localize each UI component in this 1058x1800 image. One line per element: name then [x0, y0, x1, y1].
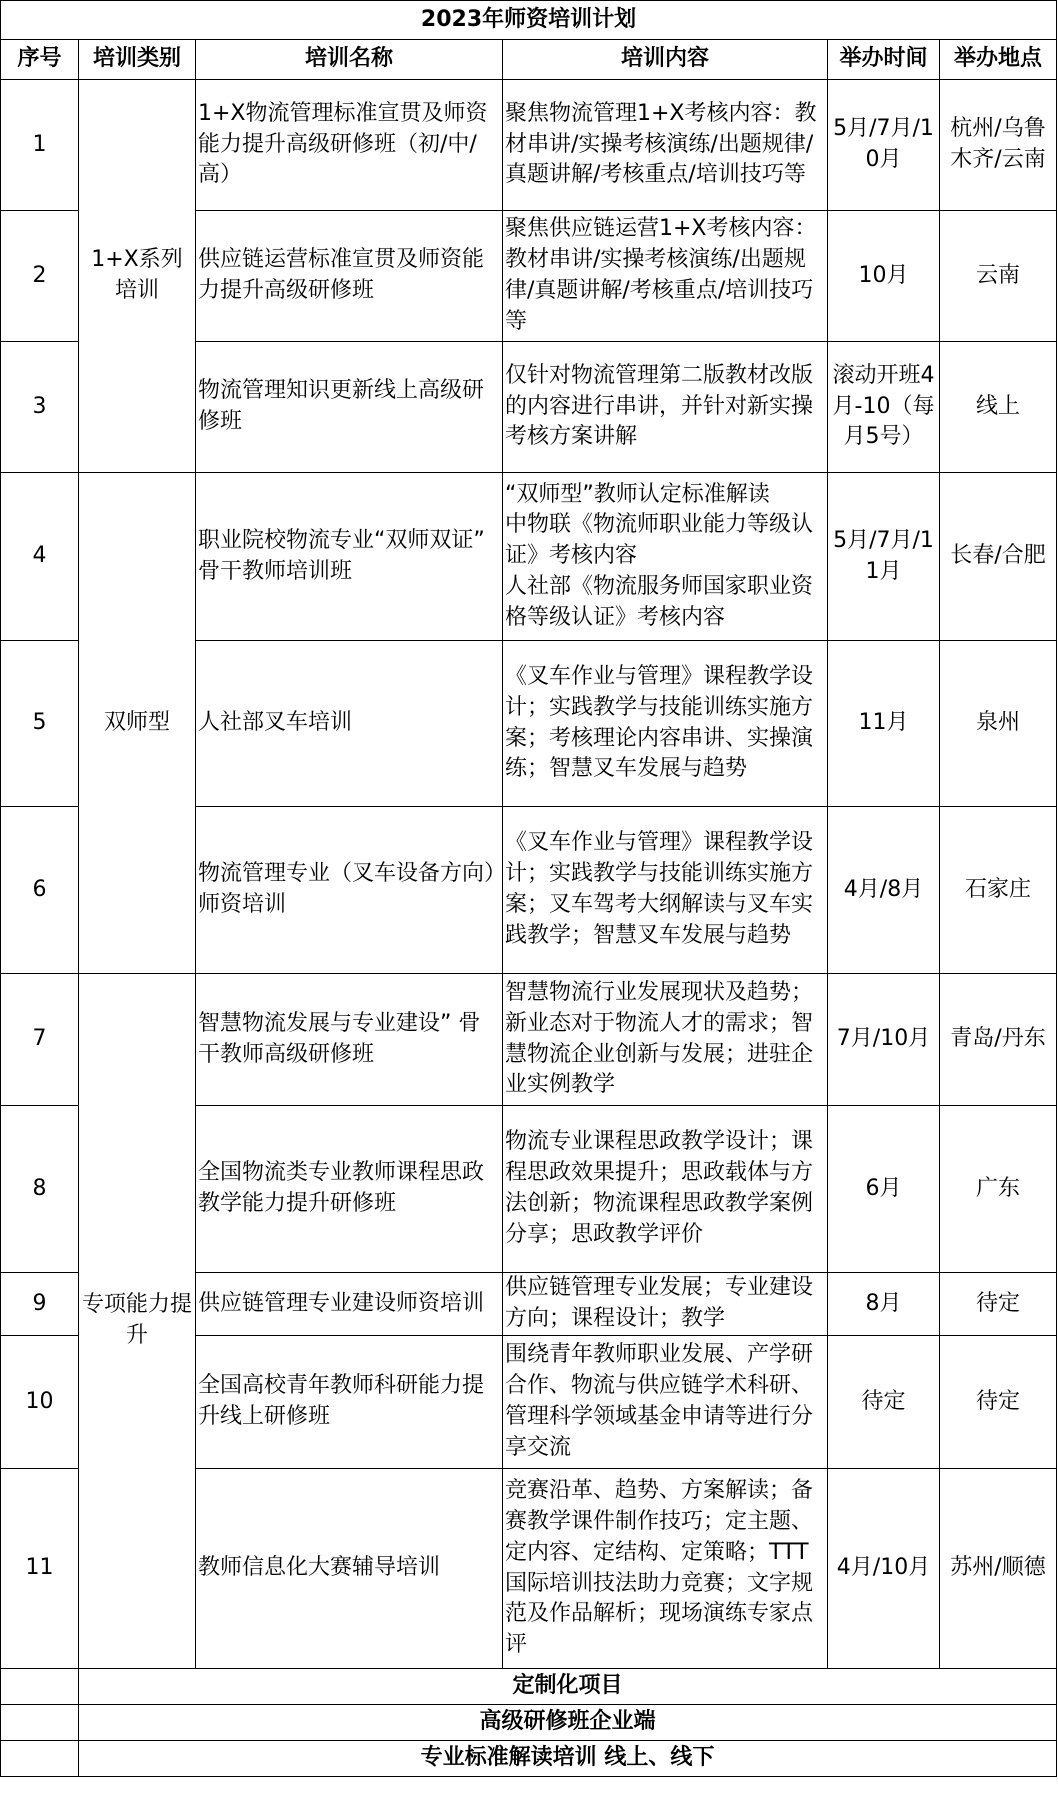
training-time: 11月	[828, 641, 940, 807]
training-place: 线上	[940, 342, 1057, 473]
training-time: 4月/8月	[828, 807, 940, 974]
training-content: 物流专业课程思政教学设计；课程思政效果提升；思政载体与方法创新；物流课程思政教学案例分享；思政教学评价	[503, 1106, 828, 1273]
training-time: 7月/10月	[828, 974, 940, 1106]
training-time: 4月/10月	[828, 1469, 940, 1669]
header-category: 培训类别	[79, 40, 196, 80]
footer-row	[1, 1669, 1057, 1705]
training-name: 供应链运营标准宣贯及师资能力提升高级研修班	[196, 211, 503, 342]
row-no: 3	[1, 342, 79, 473]
header-name: 培训名称	[196, 40, 503, 80]
content-line: 人社部《物流服务师国家职业资格等级认证》考核内容	[505, 573, 814, 630]
training-time: 待定	[828, 1336, 940, 1469]
training-content: 《叉车作业与管理》课程教学设计；实践教学与技能训练实施方案；叉车驾考大纲解读与叉车实践教学；智慧叉车发展与趋势	[503, 807, 828, 974]
training-name: 全国高校青年教师科研能力提升线上研修班	[196, 1336, 503, 1469]
training-place: 广东	[940, 1106, 1057, 1273]
training-time: 滚动开班4月-10（每月5号）	[828, 342, 940, 473]
training-name: 职业院校物流专业“双师双证” 骨干教师培训班	[196, 473, 503, 641]
training-content: 聚焦供应链运营1+X考核内容：教材串讲/实操考核演练/出题规律/真题讲解/考核重点/培训技巧等	[503, 211, 828, 342]
training-place: 待定	[940, 1273, 1057, 1336]
content-line: 中物联《物流师职业能力等级认证》考核内容	[505, 512, 814, 569]
training-place: 长春/合肥	[940, 473, 1057, 641]
footer-blank	[1, 1741, 79, 1777]
header-content: 培训内容	[503, 40, 828, 80]
footer-blank	[1, 1705, 79, 1741]
training-time: 10月	[828, 211, 940, 342]
row-no: 4	[1, 473, 79, 641]
training-name: 全国物流类专业教师课程思政教学能力提升研修班	[196, 1106, 503, 1273]
training-name: 人社部叉车培训	[196, 641, 503, 807]
training-content: 竞赛沿革、趋势、方案解读；备赛教学课件制作技巧；定主题、定内容、定结构、定策略；TTT国际培训技法助力竞赛；文字规范及作品解析；现场演练专家点评	[503, 1469, 828, 1669]
training-name: 物流管理专业（叉车设备方向）师资培训	[196, 807, 503, 974]
training-place: 青岛/丹东	[940, 974, 1057, 1106]
row-no: 9	[1, 1273, 79, 1336]
footer-row	[1, 1705, 1057, 1741]
footer-enterprise-program: 高级研修班企业端	[79, 1705, 1057, 1741]
footer-custom-project: 定制化项目	[79, 1669, 1057, 1705]
header-place: 举办地点	[940, 40, 1057, 80]
footer-standard-training: 专业标准解读培训 线上、线下	[79, 1741, 1057, 1777]
content-line: “双师型”教师认定标准解读	[505, 481, 770, 507]
training-name: 物流管理知识更新线上高级研修班	[196, 342, 503, 473]
training-content: 围绕青年教师职业发展、产学研合作、物流与供应链学术科研、管理科学领域基金申请等进行分享交流	[503, 1336, 828, 1469]
table-row	[1, 473, 1057, 641]
category-cell: 1+X系列培训	[79, 80, 196, 473]
training-time: 5月/7月/10月	[828, 80, 940, 211]
training-time: 6月	[828, 1106, 940, 1273]
row-no: 8	[1, 1106, 79, 1273]
training-place: 泉州	[940, 641, 1057, 807]
training-time: 8月	[828, 1273, 940, 1336]
row-no: 1	[1, 80, 79, 211]
training-content: 智慧物流行业发展现状及趋势；新业态对于物流人才的需求；智慧物流企业创新与发展；进驻企业实例教学	[503, 974, 828, 1106]
header-no: 序号	[1, 40, 79, 80]
row-no: 10	[1, 1336, 79, 1469]
training-name: 教师信息化大赛辅导培训	[196, 1469, 503, 1669]
row-no: 6	[1, 807, 79, 974]
training-content: 供应链管理专业发展；专业建设方向；课程设计；教学	[503, 1273, 828, 1336]
footer-row	[1, 1741, 1057, 1777]
table-row	[1, 974, 1057, 1106]
row-no: 7	[1, 974, 79, 1106]
category-cell: 双师型	[79, 473, 196, 974]
training-place: 待定	[940, 1336, 1057, 1469]
table-title: 2023年师资培训计划	[1, 1, 1057, 40]
header-time: 举办时间	[828, 40, 940, 80]
training-content: 聚焦物流管理1+X考核内容：教材串讲/实操考核演练/出题规律/真题讲解/考核重点/培训技巧等	[503, 80, 828, 211]
training-content	[503, 473, 828, 641]
training-place: 云南	[940, 211, 1057, 342]
row-no: 5	[1, 641, 79, 807]
table-row	[1, 80, 1057, 211]
category-cell: 专项能力提升	[79, 974, 196, 1669]
row-no: 11	[1, 1469, 79, 1669]
training-name: 供应链管理专业建设师资培训	[196, 1273, 503, 1336]
footer-blank	[1, 1669, 79, 1705]
training-name: 1+X物流管理标准宣贯及师资能力提升高级研修班（初/中/高）	[196, 80, 503, 211]
training-place: 石家庄	[940, 807, 1057, 974]
training-content: 仅针对物流管理第二版教材改版的内容进行串讲，并针对新实操考核方案讲解	[503, 342, 828, 473]
training-time: 5月/7月/11月	[828, 473, 940, 641]
training-place: 杭州/乌鲁木齐/云南	[940, 80, 1057, 211]
training-name: 智慧物流发展与专业建设” 骨干教师高级研修班	[196, 974, 503, 1106]
row-no: 2	[1, 211, 79, 342]
training-content: 《叉车作业与管理》课程教学设计；实践教学与技能训练实施方案；考核理论内容串讲、实操演练；智慧叉车发展与趋势	[503, 641, 828, 807]
training-place: 苏州/顺德	[940, 1469, 1057, 1669]
